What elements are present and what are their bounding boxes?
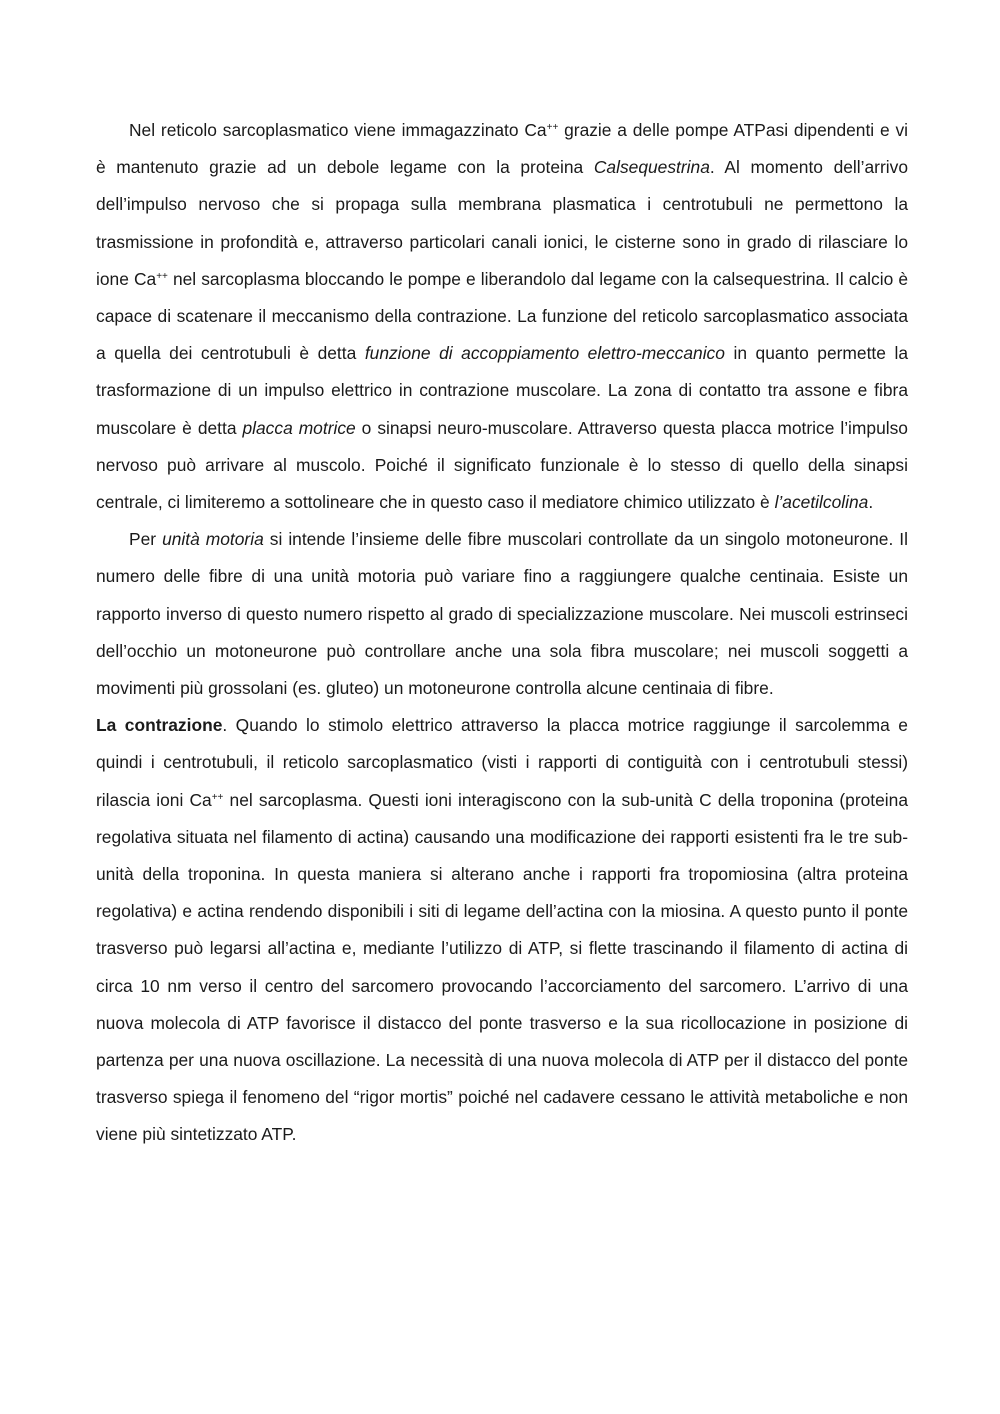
text-run: . Al momento dell’arrivo dell’impulso nervoso che si propaga sulla membrana plasmatica i centrotubuli ne permettono la trasmissione in profondità e, attraverso particolari canali ionici, le cisterne sono in grado di rilasciare lo ione Ca bbox=[96, 157, 909, 289]
text-run: Nel reticolo sarcoplasmatico viene immagazzinato Ca bbox=[129, 120, 547, 140]
text-run: . bbox=[868, 492, 874, 513]
text-run: nel sarcoplasma bloccando le pompe e liberandolo dal legame con la calsequestrina. Il calcio è capace di scatenare il meccanismo della contrazione. La funzione del reticolo sarcoplasmatico associata a quella dei centrotubuli è detta bbox=[96, 268, 909, 364]
text-run: nel sarcoplasma. Questi ioni interagiscono con la sub-unità C della troponina (proteina regolativa situata nel filamento di actina) causando una modificazione dei rapporti esistenti fra le tre sub-unità della troponina. In questa maniera si alterano anche i rapporti fra tropomiosina (altra proteina regolativa) e actina rendendo disponibili i siti di legame dell’actina con la miosina. A questo punto il ponte trasverso può legarsi all’actina e, mediante l’utilizzo di ATP, si flette trascinando il filamento di actina di circa 10 nm verso il centro del sarcomero provocando l’accorciamento del sarcomero. L’arrivo di una nuova molecola di ATP favorisce il distacco del ponte trasverso e la sua ricollocazione in posizione di partenza per una nuova oscillazione. La necessità di una nuova molecola di ATP per il distacco del ponte trasverso spiega il fenomeno del “rigor mortis” poiché nel cadavere cessano le attività metaboliche e non viene più sintetizzato ATP. bbox=[96, 789, 908, 1145]
paragraph-unita-motoria bbox=[96, 521, 908, 707]
superscript: ++ bbox=[211, 791, 224, 803]
text-run: . Quando lo stimolo elettrico attraverso la placca motrice raggiunge il sarcolemma e quindi i centrotubuli, il reticolo sarcoplasmatico (visti i rapporti di contiguità con i centrotubuli stessi) rilascia ioni Ca bbox=[96, 715, 908, 810]
italic-term-placca-motrice: placca motrice bbox=[242, 417, 356, 438]
section-heading: La contrazione bbox=[96, 715, 223, 736]
superscript: ++ bbox=[546, 122, 559, 133]
text-run: o sinapsi neuro-muscolare. Attraverso questa placca motrice l’impulso nervoso può arrivare al muscolo. Poiché il significato funzionale è lo stesso di quello della sinapsi centrale, ci limiteremo a sottolineare che in questo caso il mediatore chimico utilizzato è bbox=[96, 417, 908, 513]
text-run: in quanto permette la trasformazione di un impulso elettrico in contrazione muscolare. La zona di contatto tra assone e fibra muscolare è detta bbox=[96, 343, 909, 438]
italic-term-calsequestrina: Calsequestrina bbox=[593, 157, 710, 178]
superscript: ++ bbox=[156, 270, 168, 282]
text-run: si intende l’insieme delle fibre muscolari controllate da un singolo motoneurone. Il numero delle fibre di una unità motoria può variare fino a raggiungere qualche centinaia. Esiste un rapporto inverso di questo numero rispetto al grado di specializzazione muscolare. Nei muscoli estrinseci dell’occhio un motoneurone può controllare anche una sola fibra muscolare; nei muscoli soggetti a movimenti più grossolani (es. gluteo) un motoneurone controlla alcune centinaia di fibre. bbox=[96, 529, 908, 699]
paragraph-reticolo-sarcoplasmatico bbox=[96, 112, 908, 521]
text-run: Per bbox=[129, 529, 163, 550]
italic-term-accoppiamento: funzione di accoppiamento elettro-meccanico bbox=[364, 343, 725, 364]
italic-term-unita-motoria: unità motoria bbox=[162, 529, 264, 550]
paragraph-contrazione bbox=[96, 707, 908, 1153]
italic-term-acetilcolina: l’acetilcolina bbox=[774, 492, 869, 513]
text-run: grazie a delle pompe ATPasi dipendenti e vi è mantenuto grazie ad un debole legame con la proteina bbox=[96, 120, 908, 178]
